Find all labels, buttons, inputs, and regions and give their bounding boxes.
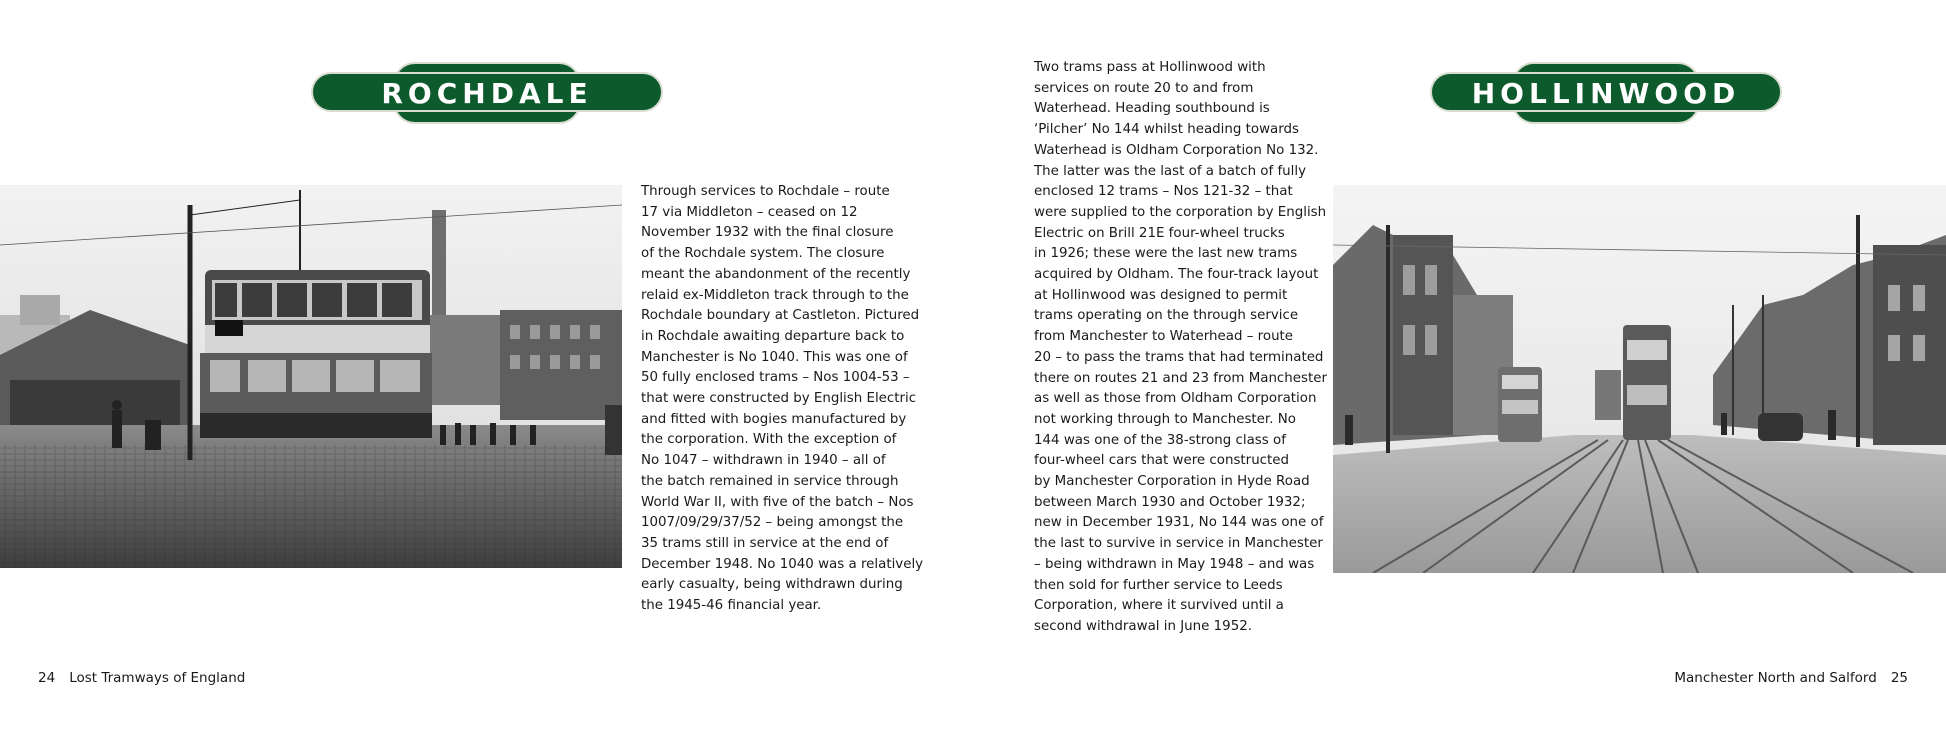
sign-title-hollinwood: HOLLINWOOD	[1471, 76, 1741, 110]
page-number-right: 25	[1890, 670, 1908, 686]
caption-line: the corporation. With the exception of	[641, 432, 897, 448]
caption-line: the 1945-46 financial year.	[641, 598, 822, 614]
rochdale-station-sign	[311, 62, 663, 124]
hollinwood-station-sign	[1430, 62, 1782, 124]
caption-line: that were constructed by English Electric	[641, 391, 917, 407]
caption-line: of the Rochdale system. The closure	[641, 246, 885, 262]
rochdale-tram-photo	[0, 185, 622, 568]
caption-line: the batch remained in service through	[641, 473, 899, 489]
rochdale-caption	[641, 182, 924, 617]
hollinwood-tram-photo	[1333, 185, 1946, 573]
caption-line: in Rochdale awaiting departure back to	[641, 328, 905, 344]
caption-line: enclosed 12 trams – Nos 121-32 – that	[1034, 184, 1293, 200]
caption-line: there on routes 21 and 23 from Manchester	[1034, 370, 1327, 386]
caption-line: ‘Pilcher’ No 144 whilst heading towards	[1034, 122, 1299, 138]
hollinwood-caption	[1034, 58, 1327, 638]
caption-line: in 1926; these were the last new trams	[1034, 246, 1298, 262]
caption-line: early casualty, being withdrawn during	[641, 577, 903, 593]
caption-line: Manchester is No 1040. This was one of	[641, 349, 908, 365]
page-number-left: 24	[38, 670, 56, 686]
caption-line: Two trams pass at Hollinwood with	[1034, 60, 1266, 75]
caption-line: 1007/09/29/37/52 – being amongst the	[641, 515, 904, 531]
caption-line: new in December 1931, No 144 was one of	[1034, 515, 1324, 531]
caption-line: at Hollinwood was designed to permit	[1034, 287, 1288, 303]
caption-line: second withdrawal in June 1952.	[1034, 618, 1252, 634]
caption-line: No 1047 – withdrawn in 1940 – all of	[641, 453, 886, 469]
caption-line: Waterhead is Oldham Corporation No 132.	[1034, 142, 1319, 158]
sign-title-rochdale: ROCHDALE	[381, 76, 593, 110]
caption-line: by Manchester Corporation in Hyde Road	[1034, 474, 1310, 490]
caption-line: 50 fully enclosed trams – Nos 1004-53 –	[641, 370, 910, 386]
caption-line: services on route 20 to and from	[1034, 80, 1254, 96]
caption-line: Through services to Rochdale – route	[641, 184, 890, 199]
caption-line: then sold for further service to Leeds	[1034, 577, 1283, 593]
caption-line: 20 – to pass the trams that had terminated	[1034, 349, 1324, 365]
caption-line: 35 trams still in service at the end of	[641, 535, 889, 551]
caption-line: were supplied to the corporation by English	[1034, 204, 1327, 220]
caption-line: not working through to Manchester. No	[1034, 411, 1296, 427]
caption-line: between March 1930 and October 1932;	[1034, 494, 1306, 510]
caption-line: Corporation, where it survived until a	[1034, 598, 1284, 614]
caption-line: and fitted with bogies manufactured by	[641, 411, 907, 427]
running-title-left: Lost Tramways of England	[69, 670, 246, 686]
caption-line: Waterhead. Heading southbound is	[1034, 101, 1270, 117]
caption-line: Electric on Brill 21E four-wheel trucks	[1034, 225, 1285, 241]
caption-line: meant the abandonment of the recently	[641, 266, 911, 282]
caption-line: Rochdale boundary at Castleton. Pictured	[641, 308, 920, 324]
caption-line: December 1948. No 1040 was a relatively	[641, 556, 924, 572]
caption-line: 17 via Middleton – ceased on 12	[641, 204, 858, 220]
caption-line: – being withdrawn in May 1948 – and was	[1034, 556, 1315, 572]
running-title-right: Manchester North and Salford	[1674, 670, 1877, 686]
caption-line: November 1932 with the final closure	[641, 225, 894, 241]
caption-line: trams operating on the through service	[1034, 308, 1299, 324]
caption-line: acquired by Oldham. The four-track layout	[1034, 267, 1319, 283]
caption-line: The latter was the last of a batch of fully	[1034, 163, 1307, 179]
caption-line: four-wheel cars that were constructed	[1034, 453, 1290, 469]
caption-line: relaid ex-Middleton track through to the	[641, 287, 909, 303]
left-page-footer	[38, 670, 245, 686]
caption-line: World War II, with five of the batch – Nos	[641, 494, 914, 510]
caption-line: 144 was one of the 38-strong class of	[1034, 432, 1286, 448]
right-page-footer	[1674, 670, 1908, 686]
caption-line: the last to survive in service in Manchester	[1034, 536, 1323, 552]
caption-line: as well as those from Oldham Corporation	[1034, 391, 1317, 407]
caption-line: from Manchester to Waterhead – route	[1034, 329, 1294, 345]
